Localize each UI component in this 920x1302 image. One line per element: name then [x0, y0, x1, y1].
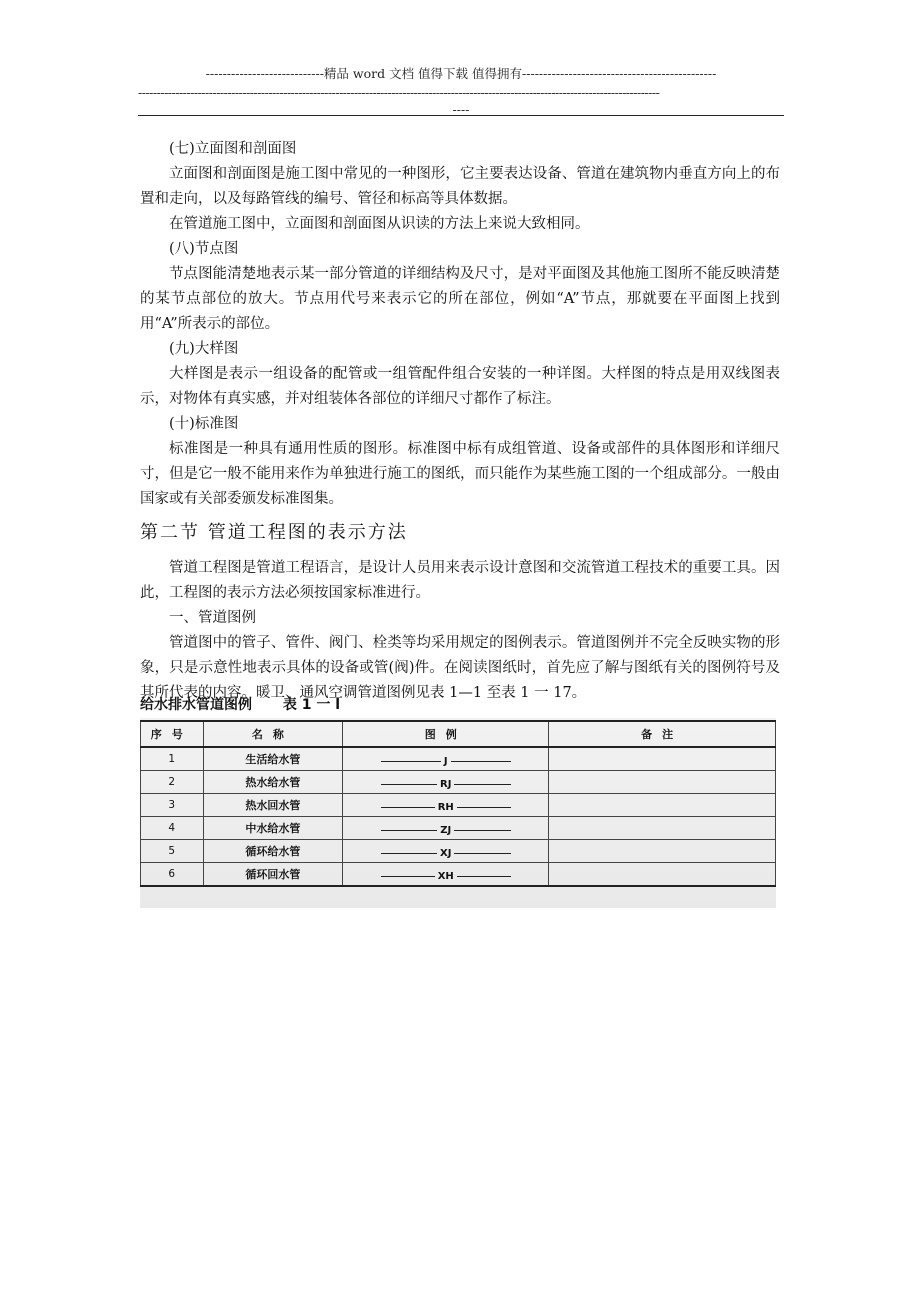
header-cell-name: 名称	[203, 721, 343, 747]
table-header-row	[141, 721, 776, 747]
table-caption	[140, 694, 340, 714]
cell-symbol	[343, 863, 549, 887]
cell-no: 1	[141, 747, 204, 771]
table-row	[141, 840, 776, 863]
subheading: 一、管道图例	[169, 610, 256, 626]
header-banner: ----------------------------精品 word 文档 值得下载 值得拥有----------------------------------------------	[205, 66, 717, 81]
cell-no: 6	[141, 863, 204, 887]
table-row	[141, 771, 776, 794]
paragraph: 标准图是一种具有通用性质的图形。标准图中标有成组管道、设备或部件的具体图形和详细尺寸，但是它一般不能用来作为单独进行施工的图纸，而只能作为某些施工图的一个组成部分。一般由国家或有关部委颁发标准图集。	[140, 441, 780, 507]
pipe-code: RH	[437, 801, 454, 813]
pipe-code: XH	[437, 870, 454, 882]
header-cell-note: 备注	[549, 721, 776, 747]
cell-symbol	[343, 771, 549, 794]
pipe-line-left	[381, 761, 441, 762]
pipe-line-left	[381, 876, 435, 877]
table-row	[141, 863, 776, 887]
paragraph: 管道工程图是管道工程语言，是设计人员用来表示设计意图和交流管道工程技术的重要工具。因此，工程图的表示方法必须按国家标准进行。	[140, 560, 780, 601]
header-cell-no: 序号	[141, 721, 204, 747]
cell-no: 4	[141, 817, 204, 840]
cell-name: 循环回水管	[203, 863, 343, 887]
cell-name: 生活给水管	[203, 747, 343, 771]
pipe-line-symbol	[381, 848, 511, 859]
pipe-code: ZJ	[440, 824, 452, 836]
header-cell-symbol: 图例	[343, 721, 549, 747]
cell-note	[549, 817, 776, 840]
pipe-line-left	[381, 784, 437, 785]
pipe-line-symbol	[381, 825, 511, 836]
cell-no: 2	[141, 771, 204, 794]
paragraph: 在管道施工图中，立面图和剖面图从识读的方法上来说大致相同。	[169, 216, 590, 232]
pipe-legend-table	[140, 720, 776, 887]
pipe-line-right	[454, 853, 510, 854]
pipe-line-symbol	[381, 779, 511, 790]
header-rule	[138, 115, 784, 116]
pipe-line-right	[454, 784, 510, 785]
cell-symbol	[343, 840, 549, 863]
table-caption-number: 表 1 一 l	[282, 697, 341, 713]
section-title: 第二节 管道工程图的表示方法	[140, 522, 408, 543]
subheading: (十)标准图	[169, 416, 239, 432]
subheading: (九)大样图	[169, 341, 239, 357]
paragraph: 大样图是表示一组设备的配管或一组管配件组合安装的一种详图。大样图的特点是用双线图表示，对物体有真实感，并对组装体各部位的详细尺寸都作了标注。	[140, 366, 780, 407]
cell-note	[549, 771, 776, 794]
table-caption-title: 给水排水管道图例	[140, 697, 252, 713]
subheading: (八)节点图	[169, 241, 239, 257]
cell-name: 热水回水管	[203, 794, 343, 817]
pipe-line-right	[457, 876, 511, 877]
cell-no: 5	[141, 840, 204, 863]
pipe-line-symbol	[381, 871, 511, 882]
cell-symbol	[343, 794, 549, 817]
cell-symbol	[343, 747, 549, 771]
table-body	[141, 747, 776, 886]
pipe-code: J	[443, 755, 448, 767]
pipe-line-symbol	[381, 756, 511, 767]
pipe-line-right	[451, 761, 511, 762]
document-body	[140, 137, 780, 706]
table-row	[141, 817, 776, 840]
cell-note	[549, 840, 776, 863]
paragraph: 节点图能清楚地表示某一部分管道的详细结构及尺寸，是对平面图及其他施工图所不能反映清楚的某节点部位的放大。节点用代号来表示它的所在部位，例如“A”节点，那就要在平面图上找到用“A”所表示的部位。	[140, 266, 780, 332]
pipe-line-right	[457, 807, 511, 808]
pipe-code: RJ	[440, 778, 452, 790]
paragraph: 管道图中的管子、管件、阀门、栓类等均采用规定的图例表示。管道图例并不完全反映实物的形象，只是示意性地表示具体的设备或管(阀)件。在阅读图纸时，首先应了解与图纸有关的图例符号及其所代表的内容。暖卫、通风空调管道图例见表 1—1 至表 1 一 17。	[140, 635, 780, 701]
cell-note	[549, 794, 776, 817]
cell-note	[549, 863, 776, 887]
cell-note	[549, 747, 776, 771]
header-dash-line: --------------------------------------------------------------------------------------------------------------------------------------------	[138, 85, 660, 100]
cell-name: 循环给水管	[203, 840, 343, 863]
pipe-line-left	[381, 853, 437, 854]
page-header	[138, 64, 784, 119]
paragraph: 立面图和剖面图是施工图中常见的一种图形，它主要表达设备、管道在建筑物内垂直方向上的布置和走向，以及每路管线的编号、管径和标高等具体数据。	[140, 166, 780, 207]
table-row	[141, 747, 776, 771]
subheading: (七)立面图和剖面图	[169, 141, 297, 157]
pipe-line-left	[381, 830, 438, 831]
cell-name: 热水给水管	[203, 771, 343, 794]
header-dash-tail: ----	[452, 102, 470, 117]
cell-name: 中水给水管	[203, 817, 343, 840]
pipe-line-left	[381, 807, 435, 808]
pipe-code: XJ	[440, 847, 452, 859]
pipe-line-right	[454, 830, 511, 831]
pipe-line-symbol	[381, 802, 511, 813]
table-row	[141, 794, 776, 817]
cell-symbol	[343, 817, 549, 840]
cell-no: 3	[141, 794, 204, 817]
